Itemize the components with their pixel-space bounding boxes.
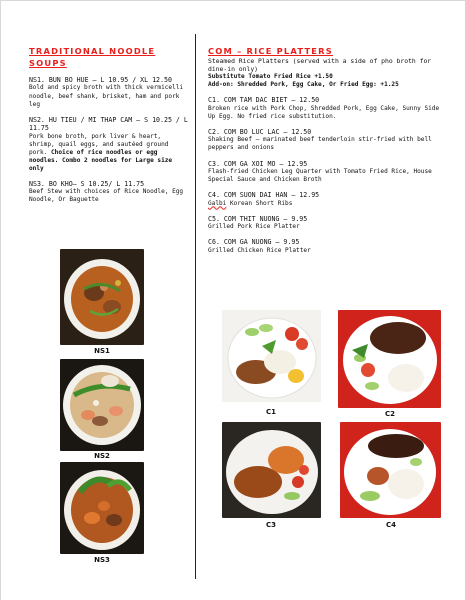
ns1-caption: NS1 — [94, 347, 110, 355]
misspelled-word: Galbi — [208, 199, 227, 207]
menu-item-ns3 — [29, 180, 189, 205]
item-description: Grilled Pork Rice Platter — [208, 223, 300, 231]
ns1-photo — [60, 249, 144, 345]
item-description-rest: Korean Short Ribs — [226, 199, 293, 207]
item-description: Flash-fried Chicken Leg Quarter with Tomato Fried Rice, House Special Sauce and Chicken Broth — [208, 167, 432, 184]
menu-item-c2 — [208, 128, 448, 153]
add-on-note: Add-on: Shredded Pork, Egg Cake, Or Fried Egg: +1.25 — [208, 81, 399, 89]
menu-item-c5 — [208, 215, 448, 232]
plate-image — [340, 422, 441, 518]
item-description — [208, 200, 448, 208]
ns3-caption: NS3 — [94, 556, 110, 564]
ns3-photo — [60, 462, 144, 554]
item-description: Shaking Beef – marinated beef tenderloin stir-fried with bell peppers and onions — [208, 136, 432, 152]
noodle-soups-column — [29, 45, 189, 205]
rice-platters-intro: Steamed Rice Platters (served with a side of pho broth for dine-in only) — [208, 57, 432, 74]
item-title: C5. COM THIT NUONG – 9.95 — [208, 214, 308, 223]
menu-item-c4 — [208, 191, 448, 208]
c1-photo — [222, 310, 321, 402]
item-description — [29, 133, 189, 173]
item-title: C6. COM GA NUONG – 9.95 — [208, 238, 300, 247]
substitute-note: Substitute Tomato Fried Rice +1.50 — [208, 73, 333, 81]
item-description-bold: Choice of rice noodles or egg noodles. Combo 2 noodles for Large size only — [29, 148, 173, 172]
menu-item-c6 — [208, 238, 448, 255]
item-description: Grilled Chicken Rice Platter — [208, 246, 311, 254]
bowl-image — [60, 359, 144, 451]
c1-caption: C1 — [265, 408, 276, 416]
menu-item-c3 — [208, 160, 448, 185]
c3-photo — [222, 422, 321, 518]
item-description-plain: Pork bone broth, pork liver & heart, shrimp, quail eggs, and sautéed ground pork. — [29, 132, 169, 156]
item-description: Broken rice with Pork Chop, Shredded Pork, Egg Cake, Sunny Side Up Egg. No fried rice substitution. — [208, 104, 440, 120]
c4-caption: C4 — [385, 521, 396, 529]
item-title: C4. COM SUON DAI HAN – 12.95 — [208, 191, 320, 200]
item-title: C1. COM TAM DAC BIET – 12.50 — [208, 96, 320, 105]
menu-item-ns2 — [29, 116, 189, 173]
menu-item-c1 — [208, 96, 448, 121]
item-description: Beef Stew with choices of Rice Noodle, Egg Noodle, Or Baguette — [29, 188, 184, 204]
menu-item-ns1 — [29, 76, 189, 109]
item-description: Bold and spicy broth with thick vermicelli noodle, beef shank, brisket, ham and pork leg — [29, 84, 184, 108]
ns2-caption: NS2 — [94, 452, 110, 460]
noodle-soups-heading: TRADITIONAL NOODLE SOUPS — [29, 46, 156, 68]
plate-image — [338, 310, 441, 408]
rice-platters-column — [208, 45, 448, 255]
item-title: NS1. BUN BO HUE – L 10.95 / XL 12.50 — [29, 76, 172, 84]
item-title: C3. COM GA XOI MO – 12.95 — [208, 159, 308, 168]
c3-caption: C3 — [265, 521, 276, 529]
column-divider — [195, 34, 196, 579]
c2-caption: C2 — [384, 410, 395, 418]
item-title: NS2. HU TIEU / MI THAP CAM – S 10.25 / L 11.75 — [29, 115, 188, 133]
item-title: NS3. BO KHO– S 10.25/ L 11.75 — [29, 179, 145, 188]
plate-image — [222, 422, 321, 518]
bowl-image — [60, 249, 144, 345]
ns2-photo — [60, 359, 144, 451]
plate-image — [222, 310, 321, 402]
bowl-image — [60, 462, 144, 554]
rice-platters-heading: COM – RICE PLATTERS — [208, 46, 333, 56]
c2-photo — [338, 310, 441, 408]
c4-photo — [340, 422, 441, 518]
item-title: C2. COM BO LUC LAC – 12.50 — [208, 127, 312, 136]
